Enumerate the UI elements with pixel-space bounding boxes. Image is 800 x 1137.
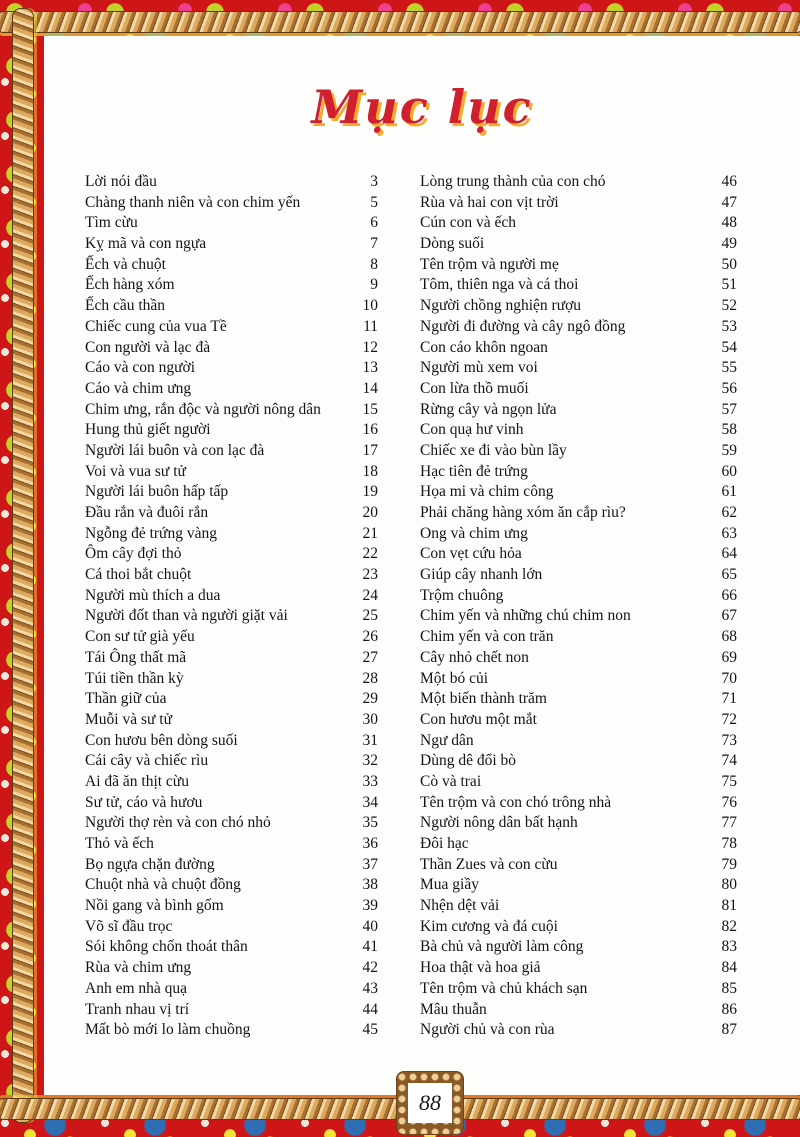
toc-entry: [85, 503, 378, 524]
toc-entry: [420, 317, 737, 338]
toc-entry-page-number: 17: [362, 441, 378, 459]
toc-entry-title: Hạc tiên đẻ trứng: [420, 462, 528, 480]
toc-entry-title: Cá thoi bắt chuột: [85, 566, 192, 584]
toc-entry: [420, 255, 737, 276]
toc-entry-page-number: 72: [721, 710, 737, 728]
toc-entry-page-number: 5: [370, 193, 378, 211]
toc-entry-title: Tên trộm và chủ khách sạn: [420, 979, 588, 997]
toc-entry-page-number: 37: [362, 855, 378, 873]
toc-entry-page-number: 18: [362, 462, 378, 480]
toc-column-right: [420, 172, 737, 1041]
toc-entry-page-number: 21: [362, 524, 378, 542]
toc-entry-page-number: 51: [721, 276, 737, 294]
toc-entry: [85, 689, 378, 710]
toc-entry: [85, 275, 378, 296]
toc-entry-title: Ếch và chuột: [85, 255, 166, 273]
toc-entry: [420, 482, 737, 503]
toc-entry-title: Kỵ mã và con ngựa: [85, 235, 207, 253]
toc-entry: [420, 441, 737, 462]
toc-entry: [420, 420, 737, 441]
toc-entry: [85, 317, 378, 338]
toc-entry: [85, 234, 378, 255]
toc-entry-page-number: 70: [721, 669, 737, 687]
toc-entry-title: Rùa và hai con vịt trời: [420, 193, 559, 211]
toc-entry-page-number: 3: [370, 173, 378, 190]
toc-entry-page-number: 68: [721, 628, 737, 646]
toc-entry-page-number: 65: [721, 566, 737, 584]
toc-entry-title: Người mù xem voi: [420, 359, 538, 377]
toc-entry-page-number: 15: [362, 400, 378, 418]
toc-entry-page-number: 48: [721, 214, 737, 232]
toc-entry-page-number: 13: [362, 359, 378, 377]
toc-entry-page-number: 82: [721, 917, 737, 935]
toc-entry: [85, 296, 378, 317]
toc-entry-title: Sói không chốn thoát thân: [85, 938, 248, 956]
toc-entry-title: Tôm, thiên nga và cá thoi: [420, 276, 579, 294]
toc-entry: [85, 648, 378, 669]
toc-entry-page-number: 57: [721, 400, 737, 418]
toc-entry-title: Võ sĩ đầu trọc: [85, 917, 173, 935]
toc-entry: [420, 772, 737, 793]
toc-entry: [85, 855, 378, 876]
toc-entry-page-number: 34: [362, 793, 378, 811]
toc-entry: [420, 606, 737, 627]
toc-entry-page-number: 20: [362, 504, 378, 521]
toc-entry-title: Đôi hạc: [420, 835, 469, 852]
toc-entry-title: Chàng thanh niên và con chim yến: [85, 193, 301, 211]
toc-entry-title: Bà chủ và người làm công: [420, 938, 584, 956]
toc-entry-title: Cáo và con người: [85, 359, 196, 377]
toc-entry: [85, 875, 378, 896]
toc-entry-page-number: 9: [370, 276, 378, 294]
toc-entry-title: Thần Zues và con cừu: [420, 855, 558, 873]
toc-entry-title: Ôm cây đợi thỏ: [85, 545, 182, 563]
toc-entry-page-number: 47: [721, 193, 737, 211]
toc-entry-title: Một bó củi: [420, 669, 489, 687]
toc-entry-page-number: 83: [721, 938, 737, 956]
toc-entry-title: Thỏ và ếch: [85, 835, 154, 852]
toc-entry: [420, 648, 737, 669]
toc-entry-page-number: 76: [721, 793, 737, 811]
toc-entry-title: Tái Ông thất mã: [85, 648, 187, 666]
toc-entry-title: Đầu rắn và đuôi rắn: [85, 504, 209, 521]
toc-entry: [85, 813, 378, 834]
toc-entry-title: Ong và chim ưng: [420, 524, 528, 542]
toc-entry: [85, 979, 378, 1000]
toc-entry-title: Họa mi và chim công: [420, 483, 554, 501]
toc-entry-title: Thần giữ của: [85, 690, 167, 708]
toc-entry-title: Nhện dệt vải: [420, 897, 500, 915]
toc-entry-title: Chiếc xe đi vào bùn lầy: [420, 441, 567, 459]
toc-entry-title: Anh em nhà quạ: [85, 979, 188, 997]
toc-entry-title: Chim ưng, rắn độc và người nông dân: [85, 400, 321, 418]
toc-entry-title: Chiếc cung của vua Tề: [85, 317, 227, 335]
toc-entry: [85, 958, 378, 979]
toc-entry-title: Con hươu một mắt: [420, 710, 537, 728]
toc-entry-page-number: 43: [362, 979, 378, 997]
toc-entry-title: Chim yến và những chú chim non: [420, 607, 631, 625]
toc-entry-page-number: 36: [362, 835, 378, 852]
toc-entry: [420, 234, 737, 255]
toc-entry-page-number: 7: [370, 235, 378, 253]
toc-entry: [420, 544, 737, 565]
toc-entry-page-number: 56: [721, 379, 737, 397]
toc-entry: [420, 565, 737, 586]
toc-entry-page-number: 33: [362, 772, 378, 790]
toc-entry-title: Ếch hàng xóm: [85, 276, 175, 294]
toc-entry-title: Kim cương và đá cuội: [420, 917, 558, 935]
toc-entry-title: Cò và trai: [420, 772, 482, 790]
toc-entry-title: Con quạ hư vinh: [420, 421, 524, 439]
toc-entry-title: Giúp cây nhanh lớn: [420, 566, 543, 584]
toc-entry-page-number: 38: [362, 876, 378, 894]
toc-entry: [420, 379, 737, 400]
toc-entry: [420, 669, 737, 690]
toc-entry-page-number: 8: [370, 255, 378, 273]
toc-entry-page-number: 66: [721, 586, 737, 604]
toc-entry-title: Lời nói đầu: [85, 173, 157, 190]
toc-entry-title: Rùa và chim ưng: [85, 959, 192, 977]
toc-entry: [85, 834, 378, 855]
toc-entry: [420, 937, 737, 958]
toc-entry-page-number: 80: [721, 876, 737, 894]
toc-entry-title: Người lái buôn và con lạc đà: [85, 441, 265, 459]
page-number: 88: [408, 1083, 452, 1123]
toc-entry-title: Con người và lạc đà: [85, 338, 211, 356]
toc-entry-page-number: 60: [721, 462, 737, 480]
toc-entry-title: Tên trộm và người mẹ: [420, 255, 559, 273]
toc-column-left: [85, 172, 378, 1041]
toc-entry: [85, 896, 378, 917]
toc-entry: [85, 379, 378, 400]
toc-entry-page-number: 22: [362, 545, 378, 563]
toc-entry-page-number: 67: [721, 607, 737, 625]
toc-entry: [85, 1000, 378, 1021]
toc-entry: [85, 937, 378, 958]
toc-entry-page-number: 40: [362, 917, 378, 935]
toc-entry-title: Người nông dân bất hạnh: [420, 814, 578, 832]
toc-entry: [420, 338, 737, 359]
toc-entry-page-number: 10: [362, 297, 378, 315]
toc-entry: [85, 772, 378, 793]
toc-entry-page-number: 64: [721, 545, 737, 563]
toc-entry-page-number: 25: [362, 607, 378, 625]
toc-entry-title: Phải chăng hàng xóm ăn cắp rìu?: [420, 504, 626, 521]
toc-entry-title: Trộm chuông: [420, 586, 504, 604]
toc-entry-page-number: 26: [362, 628, 378, 646]
toc-entry-page-number: 77: [721, 814, 737, 832]
toc-entry-title: Nồi gang và bình gốm: [85, 897, 224, 915]
page-number-box: [397, 1072, 463, 1134]
toc-entry: [85, 524, 378, 545]
toc-entry: [420, 586, 737, 607]
toc-entry: [85, 751, 378, 772]
toc-entry-title: Người chồng nghiện rượu: [420, 297, 582, 315]
toc-entry-page-number: 58: [721, 421, 737, 439]
toc-entry-title: Hoa thật và hoa giả: [420, 959, 541, 977]
toc-entry-title: Cây nhỏ chết non: [420, 648, 529, 666]
toc-entry-title: Ai đã ăn thịt cừu: [85, 772, 189, 790]
toc-entry-page-number: 35: [362, 814, 378, 832]
toc-entry: [85, 338, 378, 359]
toc-entry: [420, 979, 737, 1000]
toc-entry: [420, 958, 737, 979]
toc-entry: [420, 275, 737, 296]
toc-entry: [420, 896, 737, 917]
toc-entry: [85, 462, 378, 483]
toc-entry: [85, 669, 378, 690]
toc-entry: [85, 172, 378, 193]
toc-entry-title: Muỗi và sư tử: [85, 710, 172, 728]
toc-entry-page-number: 55: [721, 359, 737, 377]
toc-entry-page-number: 79: [721, 855, 737, 873]
toc-entry-page-number: 52: [721, 297, 737, 315]
toc-entry-title: Túi tiền thần kỳ: [85, 669, 184, 687]
toc-entry-title: Người lái buôn hấp tấp: [85, 483, 229, 501]
toc-entry-page-number: 69: [721, 648, 737, 666]
toc-entry-page-number: 46: [721, 173, 737, 190]
toc-entry-page-number: 61: [721, 483, 737, 501]
toc-entry-page-number: 78: [721, 835, 737, 852]
toc-entry: [85, 358, 378, 379]
toc-entry-title: Bọ ngựa chặn đường: [85, 855, 215, 873]
toc-entry-page-number: 81: [721, 897, 737, 915]
toc-entry-title: Hung thủ giết người: [85, 421, 211, 439]
toc-entry-page-number: 32: [362, 752, 378, 770]
toc-entry: [420, 1000, 737, 1021]
toc-entry-page-number: 27: [362, 648, 378, 666]
toc-entry-page-number: 31: [362, 731, 378, 749]
toc-entry-page-number: 28: [362, 669, 378, 687]
toc-entry-page-number: 42: [362, 959, 378, 977]
toc-entry: [420, 751, 737, 772]
toc-entry: [420, 172, 737, 193]
toc-entry-page-number: 16: [362, 421, 378, 439]
toc-entry: [85, 441, 378, 462]
toc-entry: [85, 544, 378, 565]
toc-entry-page-number: 29: [362, 690, 378, 708]
toc-entry: [85, 565, 378, 586]
toc-entry-title: Tìm cừu: [85, 214, 138, 232]
toc-entry-title: Mâu thuẫn: [420, 1000, 487, 1018]
toc-entry-title: Dùng dê đổi bò: [420, 752, 517, 770]
toc-entry: [85, 586, 378, 607]
toc-entry-title: Voi và vua sư tử: [85, 462, 186, 480]
toc-entry-title: Con vẹt cứu hỏa: [420, 545, 522, 563]
toc-entry-page-number: 75: [721, 772, 737, 790]
toc-entry-title: Con sư tử già yếu: [85, 628, 195, 646]
toc-entry: [420, 503, 737, 524]
toc-entry: [420, 524, 737, 545]
toc-entry: [420, 193, 737, 214]
toc-entry-page-number: 85: [721, 979, 737, 997]
toc-entry-page-number: 30: [362, 710, 378, 728]
toc-entry: [85, 627, 378, 648]
toc-entry-title: Người đốt than và người giặt vải: [85, 607, 288, 625]
toc-entry-title: Con lừa thồ muối: [420, 379, 529, 397]
toc-entry-title: Người mù thích a dua: [85, 586, 221, 604]
rope-ornament-top-icon: [0, 11, 800, 33]
toc-entry-title: Mất bò mới lo làm chuồng: [85, 1021, 251, 1039]
toc-entry: [420, 358, 737, 379]
toc-entry: [420, 875, 737, 896]
toc-entry-title: Tên trộm và con chó trông nhà: [420, 793, 612, 811]
toc-entry-page-number: 39: [362, 897, 378, 915]
toc-entry: [85, 1020, 378, 1041]
toc-entry-title: Ếch cầu thần: [85, 297, 166, 315]
toc-entry-page-number: 50: [721, 255, 737, 273]
toc-entry-title: Người chủ và con rùa: [420, 1021, 555, 1039]
toc-entry-title: Một biến thành trăm: [420, 690, 547, 708]
toc-entry-page-number: 73: [721, 731, 737, 749]
toc-entry-page-number: 62: [721, 504, 737, 521]
toc-entry: [85, 917, 378, 938]
toc-entry-title: Người đi đường và cây ngô đồng: [420, 317, 626, 335]
toc-entry-title: Mua giầy: [420, 876, 479, 894]
toc-entry-page-number: 44: [362, 1000, 378, 1018]
toc-entry-title: Ngư dân: [420, 731, 474, 749]
toc-entry-title: Con hươu bên dòng suối: [85, 731, 238, 749]
toc-entry: [420, 834, 737, 855]
toc-entry-page-number: 6: [370, 214, 378, 232]
toc-entry: [85, 213, 378, 234]
toc-entry-title: Lòng trung thành của con chó: [420, 173, 606, 190]
toc-entry-page-number: 63: [721, 524, 737, 542]
toc-entry: [85, 420, 378, 441]
toc-entry-title: Chuột nhà và chuột đồng: [85, 876, 241, 894]
toc-entry-title: Con cáo khôn ngoan: [420, 338, 548, 356]
toc-entry-page-number: 49: [721, 235, 737, 253]
toc-entry: [420, 855, 737, 876]
toc-entry: [420, 710, 737, 731]
toc-entry: [420, 793, 737, 814]
toc-entry-page-number: 53: [721, 317, 737, 335]
toc-entry: [85, 793, 378, 814]
toc-entry-page-number: 59: [721, 441, 737, 459]
toc-entry: [85, 731, 378, 752]
toc-entry-page-number: 54: [721, 338, 737, 356]
rope-ornament-left-icon: [12, 8, 34, 1123]
toc-entry-page-number: 14: [362, 379, 378, 397]
toc-entry-title: Cái cây và chiếc rìu: [85, 752, 209, 770]
toc-entry: [420, 400, 737, 421]
toc-entry: [420, 462, 737, 483]
toc-entry-page-number: 19: [362, 483, 378, 501]
toc-entry-page-number: 41: [362, 938, 378, 956]
toc-entry-title: Người thợ rèn và con chó nhỏ: [85, 814, 271, 832]
toc-entry: [420, 627, 737, 648]
toc-entry-title: Cáo và chim ưng: [85, 379, 192, 397]
toc-entry-page-number: 84: [721, 959, 737, 977]
toc-entry-title: Cún con và ếch: [420, 214, 516, 232]
toc-entry: [85, 710, 378, 731]
toc-entry-title: Chim yến và con trăn: [420, 628, 554, 646]
toc-entry-page-number: 24: [362, 586, 378, 604]
toc-entry: [85, 255, 378, 276]
toc-entry: [85, 482, 378, 503]
toc-entry-title: Rừng cây và ngọn lửa: [420, 400, 557, 418]
toc-entry: [85, 193, 378, 214]
toc-entry-title: Tranh nhau vị trí: [85, 1000, 190, 1018]
toc-entry-page-number: 11: [363, 317, 378, 335]
toc-entry-page-number: 74: [721, 752, 737, 770]
toc-entry: [420, 813, 737, 834]
toc-entry-title: Sư tử, cáo và hươu: [85, 793, 203, 811]
toc-entry: [420, 731, 737, 752]
toc-entry-page-number: 23: [362, 566, 378, 584]
toc-entry-title: Ngỗng đẻ trứng vàng: [85, 524, 217, 542]
toc-entry-page-number: 86: [721, 1000, 737, 1018]
toc-entry: [420, 296, 737, 317]
toc-entry-page-number: 45: [362, 1021, 378, 1039]
toc-entry: [420, 1020, 737, 1041]
toc-entry: [85, 400, 378, 421]
toc-entry-page-number: 12: [362, 338, 378, 356]
toc-entry: [420, 689, 737, 710]
toc-entry-page-number: 87: [721, 1021, 737, 1039]
toc-entry: [420, 917, 737, 938]
toc-entry-title: Dòng suối: [420, 235, 485, 253]
toc-entry-page-number: 71: [721, 690, 737, 708]
toc-entry: [85, 606, 378, 627]
toc-entry: [420, 213, 737, 234]
page-title: Mục lục: [311, 80, 533, 134]
